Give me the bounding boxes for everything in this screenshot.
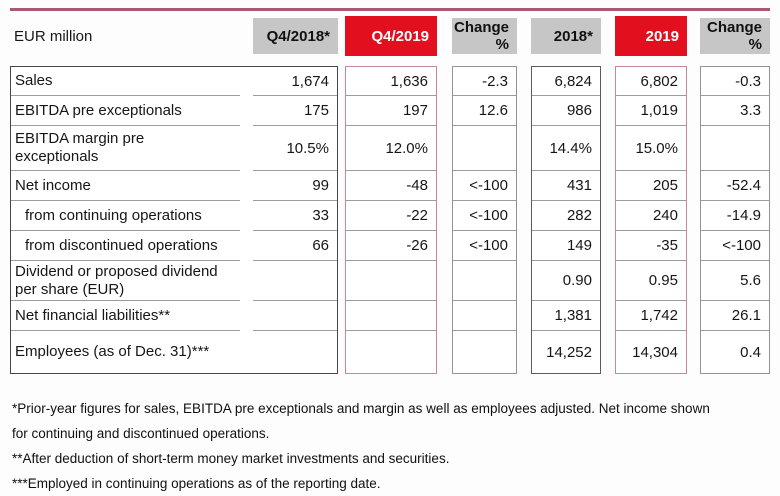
table-header-row xyxy=(10,17,770,55)
footnote: *Prior-year figures for sales, EBITDA pre exceptionals and margin as well as employees adjusted. Net income shown for continuing and discontinued operations. xyxy=(12,401,710,441)
table-row xyxy=(11,301,337,331)
row-label xyxy=(11,331,240,373)
column-box-fy-change xyxy=(700,66,770,374)
unit-label: EUR million xyxy=(14,27,93,45)
column-box-fy-2019 xyxy=(615,66,687,374)
table-cell: 1,019 xyxy=(616,96,686,126)
table-cell: -14.9 xyxy=(701,201,769,231)
row-label-text: from discontinued operations xyxy=(25,236,218,254)
table-cell: -26 xyxy=(346,231,436,261)
table-cell: 205 xyxy=(616,171,686,201)
table-cell: 5.6 xyxy=(701,261,769,301)
table-cell: 26.1 xyxy=(701,301,769,331)
table-cell: 99 xyxy=(253,171,337,201)
table-cell: <-100 xyxy=(453,231,516,261)
table-row xyxy=(11,231,337,261)
table-cell xyxy=(253,261,337,301)
header-text: 2018* xyxy=(553,27,593,45)
row-label-text: from continuing operations xyxy=(25,206,202,224)
table-cell: 14,304 xyxy=(632,343,678,361)
table-body xyxy=(10,66,770,374)
row-label xyxy=(11,67,240,96)
table-cell: 66 xyxy=(253,231,337,261)
table-cell xyxy=(453,331,516,373)
table-cell: 0.4 xyxy=(740,343,761,361)
column-box-labels-q4-2018 xyxy=(10,66,338,374)
row-label-text: Employees (as of Dec. 31)*** xyxy=(15,343,210,360)
table-cell: 33 xyxy=(253,201,337,231)
header-cell-fy-2019 xyxy=(615,16,687,56)
table-cell: 197 xyxy=(346,96,436,126)
table-row xyxy=(11,261,337,301)
row-label xyxy=(11,261,240,301)
header-cell-fy-change xyxy=(700,18,770,54)
table-cell: -2.3 xyxy=(453,67,516,96)
header-cell-q4-2019 xyxy=(345,16,437,56)
row-label-text: Sales xyxy=(15,72,53,89)
column-box-fy-2018 xyxy=(531,66,601,374)
table-cell: 282 xyxy=(532,201,600,231)
row-label xyxy=(11,96,240,126)
table-cell: 6,824 xyxy=(532,67,600,96)
table-cell: 1,742 xyxy=(616,301,686,331)
table-cell: 14.4% xyxy=(532,126,600,171)
table-cell: <-100 xyxy=(701,231,769,261)
table-cell: 12.6 xyxy=(453,96,516,126)
table-cell xyxy=(701,126,769,171)
table-cell: 10.5% xyxy=(253,126,337,171)
row-label xyxy=(11,231,240,261)
table-row xyxy=(11,201,337,231)
table-cell xyxy=(453,126,516,171)
table-cell: 240 xyxy=(616,201,686,231)
header-cell-q4-change xyxy=(452,18,517,54)
header-cell-q4-2018 xyxy=(253,18,338,54)
footnote: ***Employed in continuing operations as of the reporting date. xyxy=(12,476,381,491)
header-text: Q4/2018* xyxy=(266,27,330,45)
column-box-q4-change xyxy=(452,66,517,374)
row-label xyxy=(11,171,240,201)
table-cell: 431 xyxy=(532,171,600,201)
table-cell: -0.3 xyxy=(701,67,769,96)
table-cell: 0.90 xyxy=(532,261,600,301)
row-label-text: EBITDA pre exceptionals xyxy=(15,101,182,119)
row-label xyxy=(11,201,240,231)
top-rule xyxy=(10,8,770,11)
table-cell xyxy=(253,331,337,373)
table-cell: 149 xyxy=(532,231,600,261)
table-cell: 986 xyxy=(532,96,600,126)
table-cell: 0.95 xyxy=(616,261,686,301)
table-cell xyxy=(453,261,516,301)
table-cell: -52.4 xyxy=(701,171,769,201)
table-row xyxy=(11,126,337,171)
table-cell xyxy=(346,301,436,331)
table-row xyxy=(11,171,337,201)
table-cell: 6,802 xyxy=(616,67,686,96)
header-text-line2: % xyxy=(495,36,509,53)
footnote: **After deduction of short-term money market investments and securities. xyxy=(12,451,450,466)
table-cell: 3.3 xyxy=(701,96,769,126)
row-label-text: EBITDA margin pre exceptionals xyxy=(15,130,145,165)
footnotes xyxy=(10,396,770,496)
row-label-text: Net income xyxy=(15,176,91,194)
header-text-line2: % xyxy=(748,36,762,53)
header-text: 2019 xyxy=(645,27,679,45)
table-cell: -35 xyxy=(616,231,686,261)
table-cell: 1,674 xyxy=(253,67,337,96)
table-row xyxy=(11,96,337,126)
row-label-text: Dividend or proposed dividend per share (EUR) xyxy=(15,262,218,298)
header-cell-fy-2018 xyxy=(531,18,601,54)
header-text: Change xyxy=(706,19,762,36)
table-cell: <-100 xyxy=(453,171,516,201)
row-label-text: Net financial liabilities** xyxy=(15,306,171,324)
header-text: Q4/2019 xyxy=(371,27,429,45)
table-cell: 1,381 xyxy=(532,301,600,331)
table-cell: 14,252 xyxy=(546,343,592,361)
table-cell: 175 xyxy=(253,96,337,126)
header-text: Change xyxy=(453,19,509,36)
table-cell: 15.0% xyxy=(616,126,686,171)
table-cell xyxy=(346,261,436,301)
table-cell xyxy=(453,301,516,331)
table-cell xyxy=(346,331,436,373)
row-label xyxy=(11,301,240,331)
table-cell: -48 xyxy=(346,171,436,201)
table-cell: <-100 xyxy=(453,201,516,231)
table-cell: -22 xyxy=(346,201,436,231)
table-cell: 12.0% xyxy=(346,126,436,171)
table-cell: 1,636 xyxy=(346,67,436,96)
table-row xyxy=(11,331,337,373)
row-label xyxy=(11,126,240,171)
column-box-q4-2019 xyxy=(345,66,437,374)
table-row xyxy=(11,67,337,96)
table-cell xyxy=(253,301,337,331)
